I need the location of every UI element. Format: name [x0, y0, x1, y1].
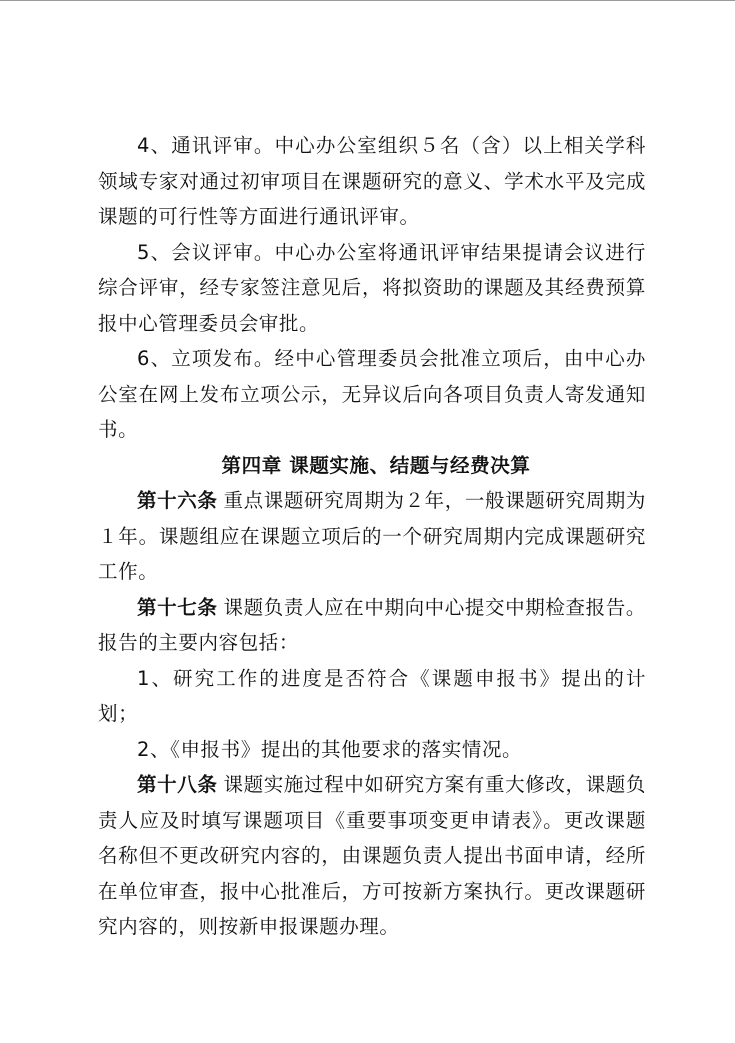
- article-16-label: 第十六条: [137, 489, 218, 512]
- review-step-6: 6、立项发布。经中心管理委员会批准立项后，由中心办公室在网上发布立项公示，无异议后向各项目负责人寄发通知书。: [98, 347, 646, 441]
- article-17: [98, 590, 646, 661]
- article-17-item-1: 1、研究工作的进度是否符合《课题申报书》提出的计划；: [98, 666, 646, 725]
- article-16: [98, 483, 646, 590]
- article-18: [98, 767, 646, 945]
- article-16-text: 重点课题研究周期为２年，一般课题研究周期为１年。课题组应在课题立项后的一个研究周期内完成课题研究工作。: [98, 489, 646, 583]
- article-18-text: 课题实施过程中如研究方案有重大修改，课题负责人应及时填写课题项目《重要事项变更申请表》。更改课题名称但不更改研究内容的，由课题负责人提出书面申请，经所在单位审查，报中心批准后，方可按新方案执行。更改课题研究内容的，则按新申报课题办理。: [98, 773, 646, 938]
- article-17-label: 第十七条: [137, 595, 218, 619]
- document-page: [98, 128, 646, 945]
- top-border-line: [0, 0, 735, 1]
- chapter-heading: 第四章 课题实施、结题与经费决算: [221, 453, 531, 477]
- article-17-text: 课题负责人应在中期向中心提交中期检查报告。报告的主要内容包括：: [98, 595, 646, 654]
- review-step-4: 4、通讯评审。中心办公室组织５名（含）以上相关学科领域专家对通过初审项目在课题研究的意义、学术水平及完成课题的可行性等方面进行通讯评审。: [98, 134, 646, 228]
- article-18-label: 第十八条: [137, 773, 218, 796]
- article-17-item-2: 2、《申报书》提出的其他要求的落实情况。: [137, 737, 523, 761]
- review-step-5: 5、会议评审。中心办公室将通讯评审结果提请会议进行综合评审，经专家签注意见后，将拟资助的课题及其经费预算报中心管理委员会审批。: [98, 240, 646, 335]
